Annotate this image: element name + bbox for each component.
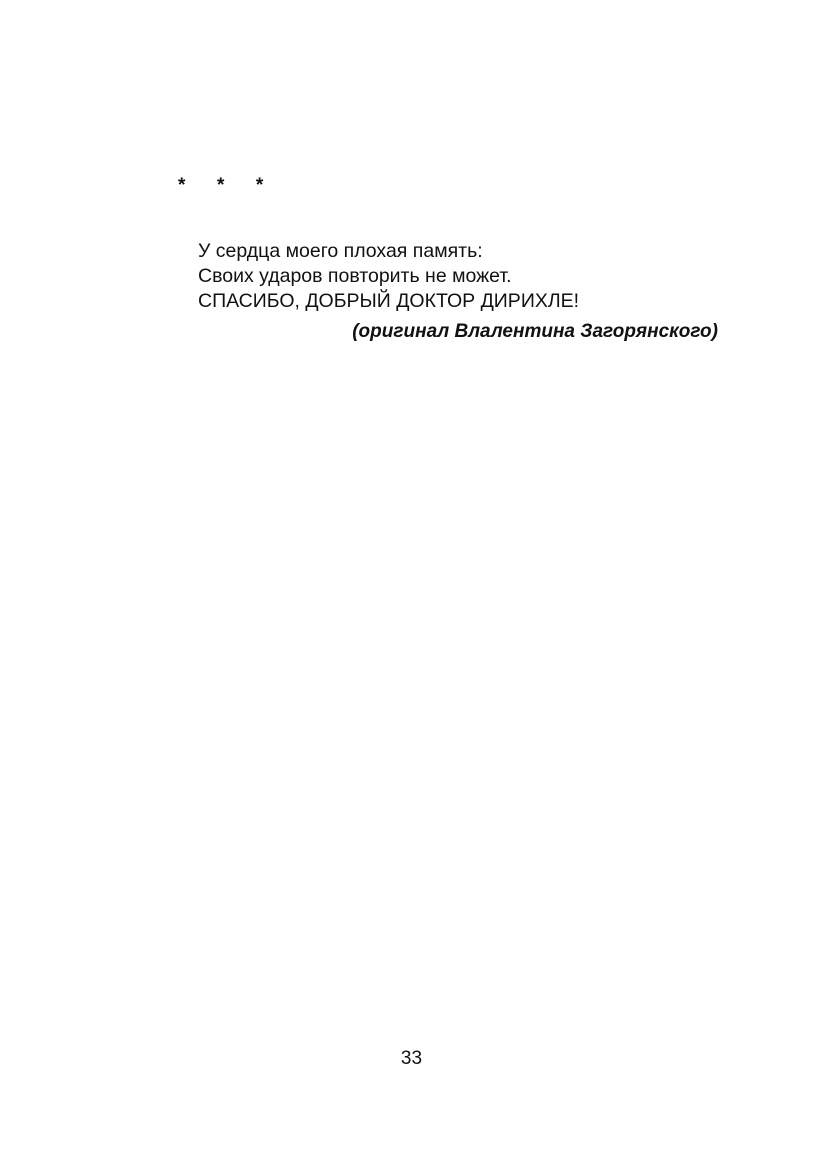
poem-line: Своих ударов повторить не может. <box>198 265 512 287</box>
poem-line: СПАСИБО, ДОБРЫЙ ДОКТОР ДИРИХЛЕ! <box>198 290 580 312</box>
page-number: 33 <box>400 1048 423 1069</box>
poem-line: У сердца моего плохая память: <box>198 240 483 262</box>
poem-attribution: (оригинал Влалентина Загорянского) <box>352 321 718 342</box>
poem-stanza <box>178 239 718 314</box>
section-separator: * * * <box>178 175 271 196</box>
poem-block <box>178 176 718 344</box>
